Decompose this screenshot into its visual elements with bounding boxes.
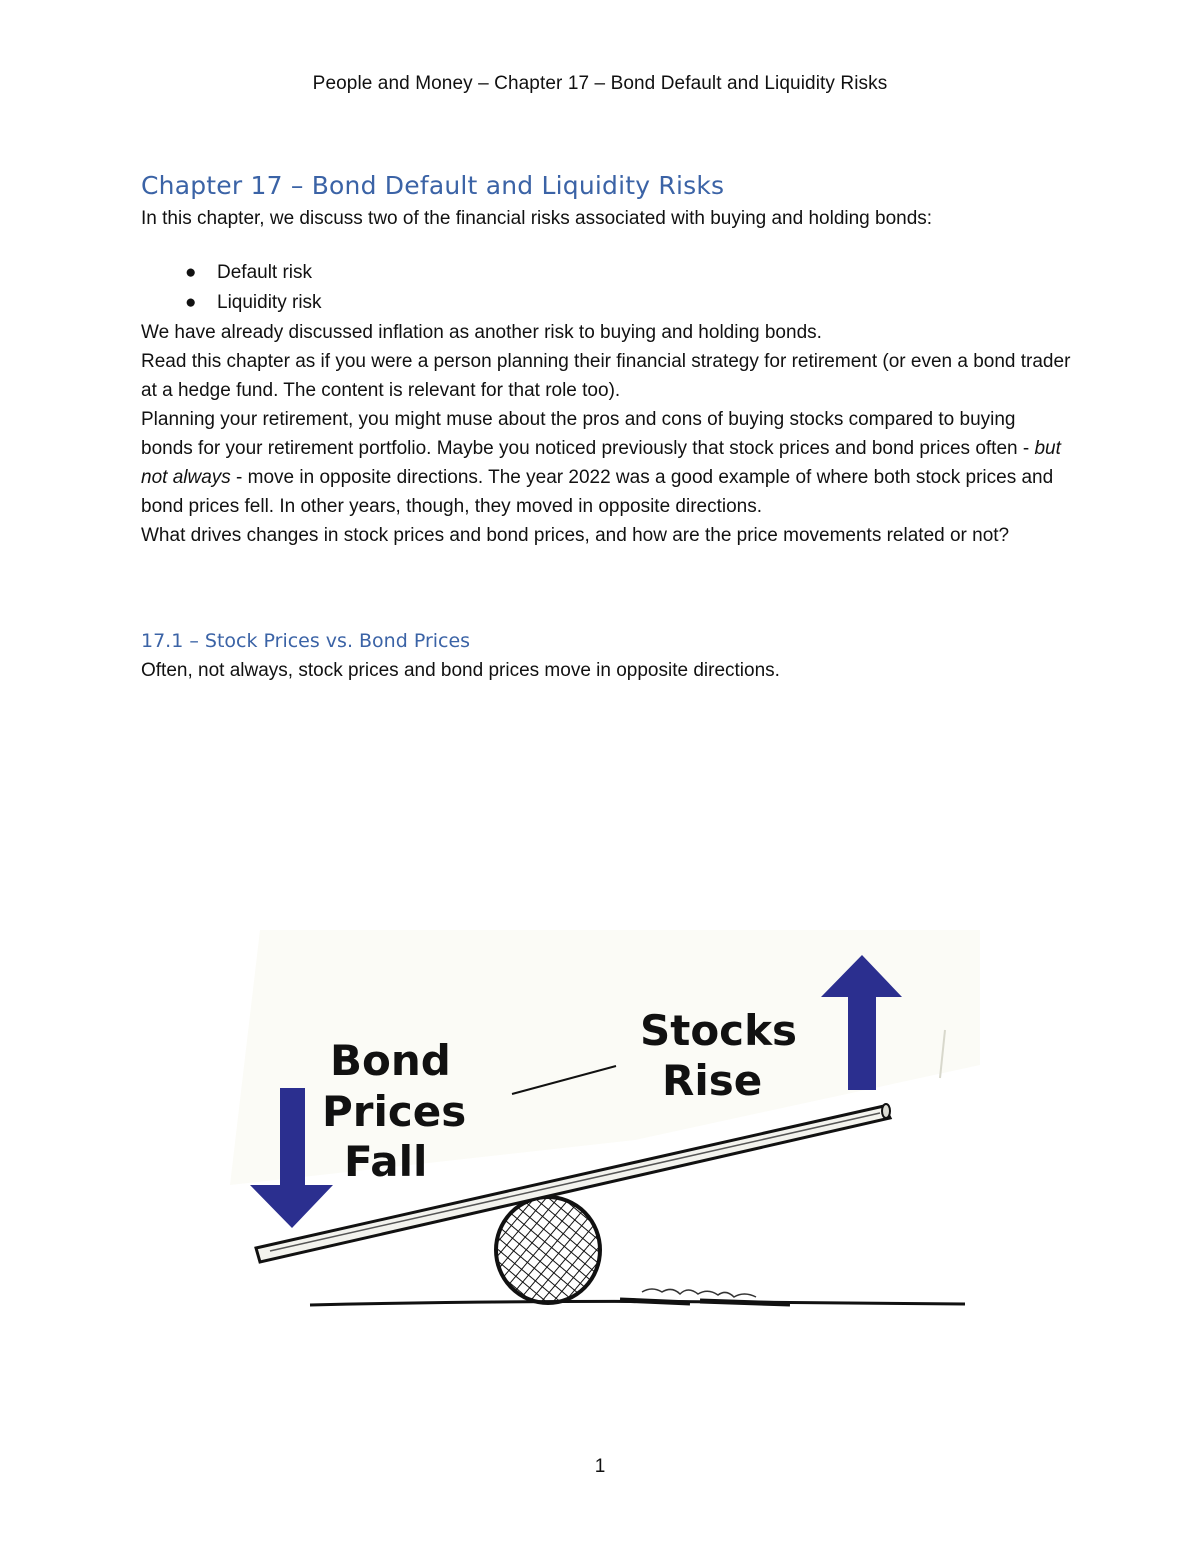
drives-paragraph: What drives changes in stock prices and bond prices, and how are the price movements related or not? [141,525,1010,546]
bond-label-line1: Bond [330,1036,451,1085]
bond-label-line3: Fall [344,1137,428,1186]
bond-label-line2: Prices [322,1087,467,1136]
chapter-title: Chapter 17 – Bond Default and Liquidity Risks [141,171,725,200]
often-paragraph: Often, not always, stock prices and bond prices move in opposite directions. [141,660,780,681]
ground-shadow [620,1300,790,1304]
planning-text-start: Planning your retirement, you might muse about the pros and cons of buying stocks compared to buying bonds for your retirement portfolio. Maybe you noticed previously that stock prices and bond prices often - [141,409,1035,459]
bullet-icon: ● [185,262,197,283]
list-item-label: Liquidity risk [217,292,322,313]
stocks-label-line2: Rise [662,1056,763,1105]
section-title: 17.1 – Stock Prices vs. Bond Prices [141,630,471,652]
planning-paragraph [141,405,1071,521]
seesaw-illustration [230,930,980,1320]
inflation-paragraph: We have already discussed inflation as another risk to buying and holding bonds. [141,322,822,343]
artist-signature [642,1289,756,1297]
plank-end [882,1104,890,1118]
read-chapter-paragraph: Read this chapter as if you were a person planning their financial strategy for retirement (or even a bond trader at a hedge fund. The content is relevant for that role too). [141,351,1071,401]
planning-text-emphasis: but not always [141,438,1061,488]
list-item [141,288,1071,318]
running-header: People and Money – Chapter 17 – Bond Default and Liquidity Risks [312,73,888,94]
planning-text-end: - move in opposite directions. The year 2022 was a good example of where both stock prices and bond prices fell. In other years, though, they moved in opposite directions. [141,467,1054,517]
list-item-label: Default risk [217,262,313,283]
page-number: 1 [594,1456,606,1477]
risk-list [141,258,1071,318]
seesaw-figure [230,930,980,1320]
bullet-icon: ● [185,292,197,313]
fulcrum-ball [496,1197,600,1303]
list-item [141,258,1071,288]
stocks-label-line1: Stocks [640,1006,798,1055]
page-content [141,168,1071,685]
intro-paragraph: In this chapter, we discuss two of the financial risks associated with buying and holding bonds: [141,208,933,229]
